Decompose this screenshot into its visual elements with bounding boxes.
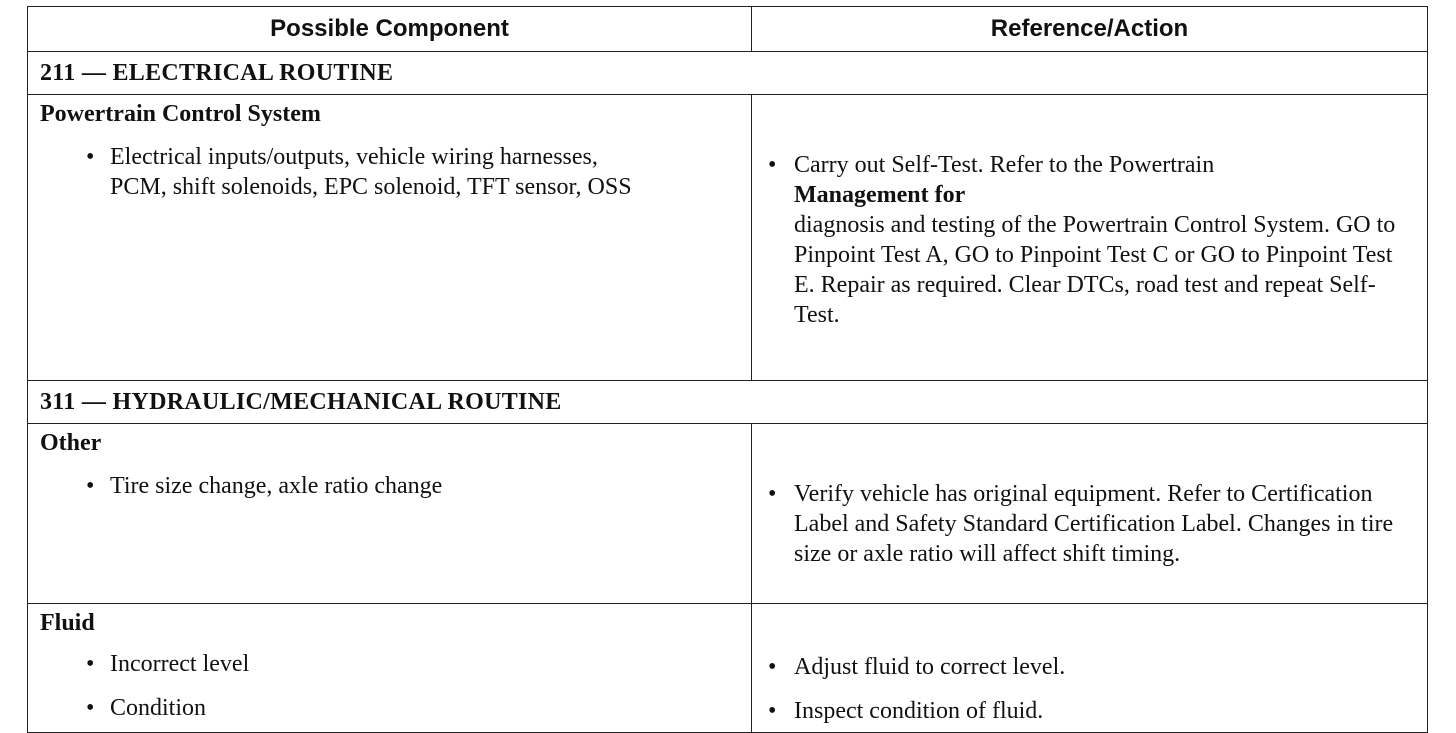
diagnostic-table — [27, 6, 1428, 733]
action-text-continued — [794, 210, 1427, 330]
bullet-icon: • — [768, 481, 777, 507]
routine-row-311 — [28, 381, 1428, 424]
routine-row-211 — [28, 52, 1428, 95]
routine-title: 211 — ELECTRICAL ROUTINE — [28, 52, 1428, 95]
action-item — [766, 652, 1427, 682]
bullet-icon: • — [86, 651, 95, 677]
component-cell — [28, 424, 752, 604]
action-text: diagnosis and testing of the Powertrain Control System. GO to Pinpoint Test A, GO to Pinpoint Test C or GO to Pinpoint Test E. Repair as required. Clear DTCs, road test and repeat Self-Test. — [794, 212, 1396, 328]
header-row — [28, 7, 1428, 52]
action-text-line: Management for — [794, 182, 966, 208]
section-row-pcs — [28, 95, 1428, 381]
bullet-icon: • — [86, 473, 95, 499]
action-cell — [752, 424, 1428, 604]
component-cell — [28, 95, 752, 381]
component-text: Tire size change, axle ratio change — [110, 473, 443, 499]
section-title: Fluid — [40, 610, 95, 636]
component-text-line: PCM, shift solenoids, EPC solenoid, TFT sensor, OSS — [110, 174, 632, 200]
component-cell — [28, 604, 752, 733]
action-text: Inspect condition of fluid. — [794, 698, 1044, 724]
routine-title: 311 — HYDRAULIC/MECHANICAL ROUTINE — [28, 381, 1428, 424]
section-row-fluid — [28, 604, 1428, 733]
component-text: Incorrect level — [110, 651, 250, 677]
section-row-other — [28, 424, 1428, 604]
action-text-line: Carry out Self-Test. Refer to the Powertrain — [794, 152, 1215, 178]
action-cell — [752, 95, 1428, 381]
bullet-icon: • — [86, 144, 95, 170]
action-item — [766, 150, 1427, 210]
component-item — [86, 693, 751, 723]
bullet-icon: • — [768, 152, 777, 178]
action-text: Adjust fluid to correct level. — [794, 654, 1066, 680]
component-item — [86, 142, 751, 202]
header-reference-action: Reference/Action — [752, 7, 1428, 52]
action-item — [766, 696, 1427, 726]
bullet-icon: • — [86, 695, 95, 721]
section-title: Powertrain Control System — [40, 101, 321, 127]
action-item — [766, 479, 1427, 569]
component-item — [86, 471, 751, 501]
bullet-icon: • — [768, 698, 777, 724]
component-item — [86, 649, 751, 679]
bullet-icon: • — [768, 654, 777, 680]
section-title: Other — [40, 430, 102, 456]
component-text: Condition — [110, 695, 207, 721]
action-text: Verify vehicle has original equipment. Refer to Certification Label and Safety Standard Certification Label. Changes in tire size or axle ratio will affect shift timing. — [794, 481, 1394, 567]
header-possible-component: Possible Component — [28, 7, 752, 52]
action-cell — [752, 604, 1428, 733]
component-text-line: Electrical inputs/outputs, vehicle wiring harnesses, — [110, 144, 598, 170]
